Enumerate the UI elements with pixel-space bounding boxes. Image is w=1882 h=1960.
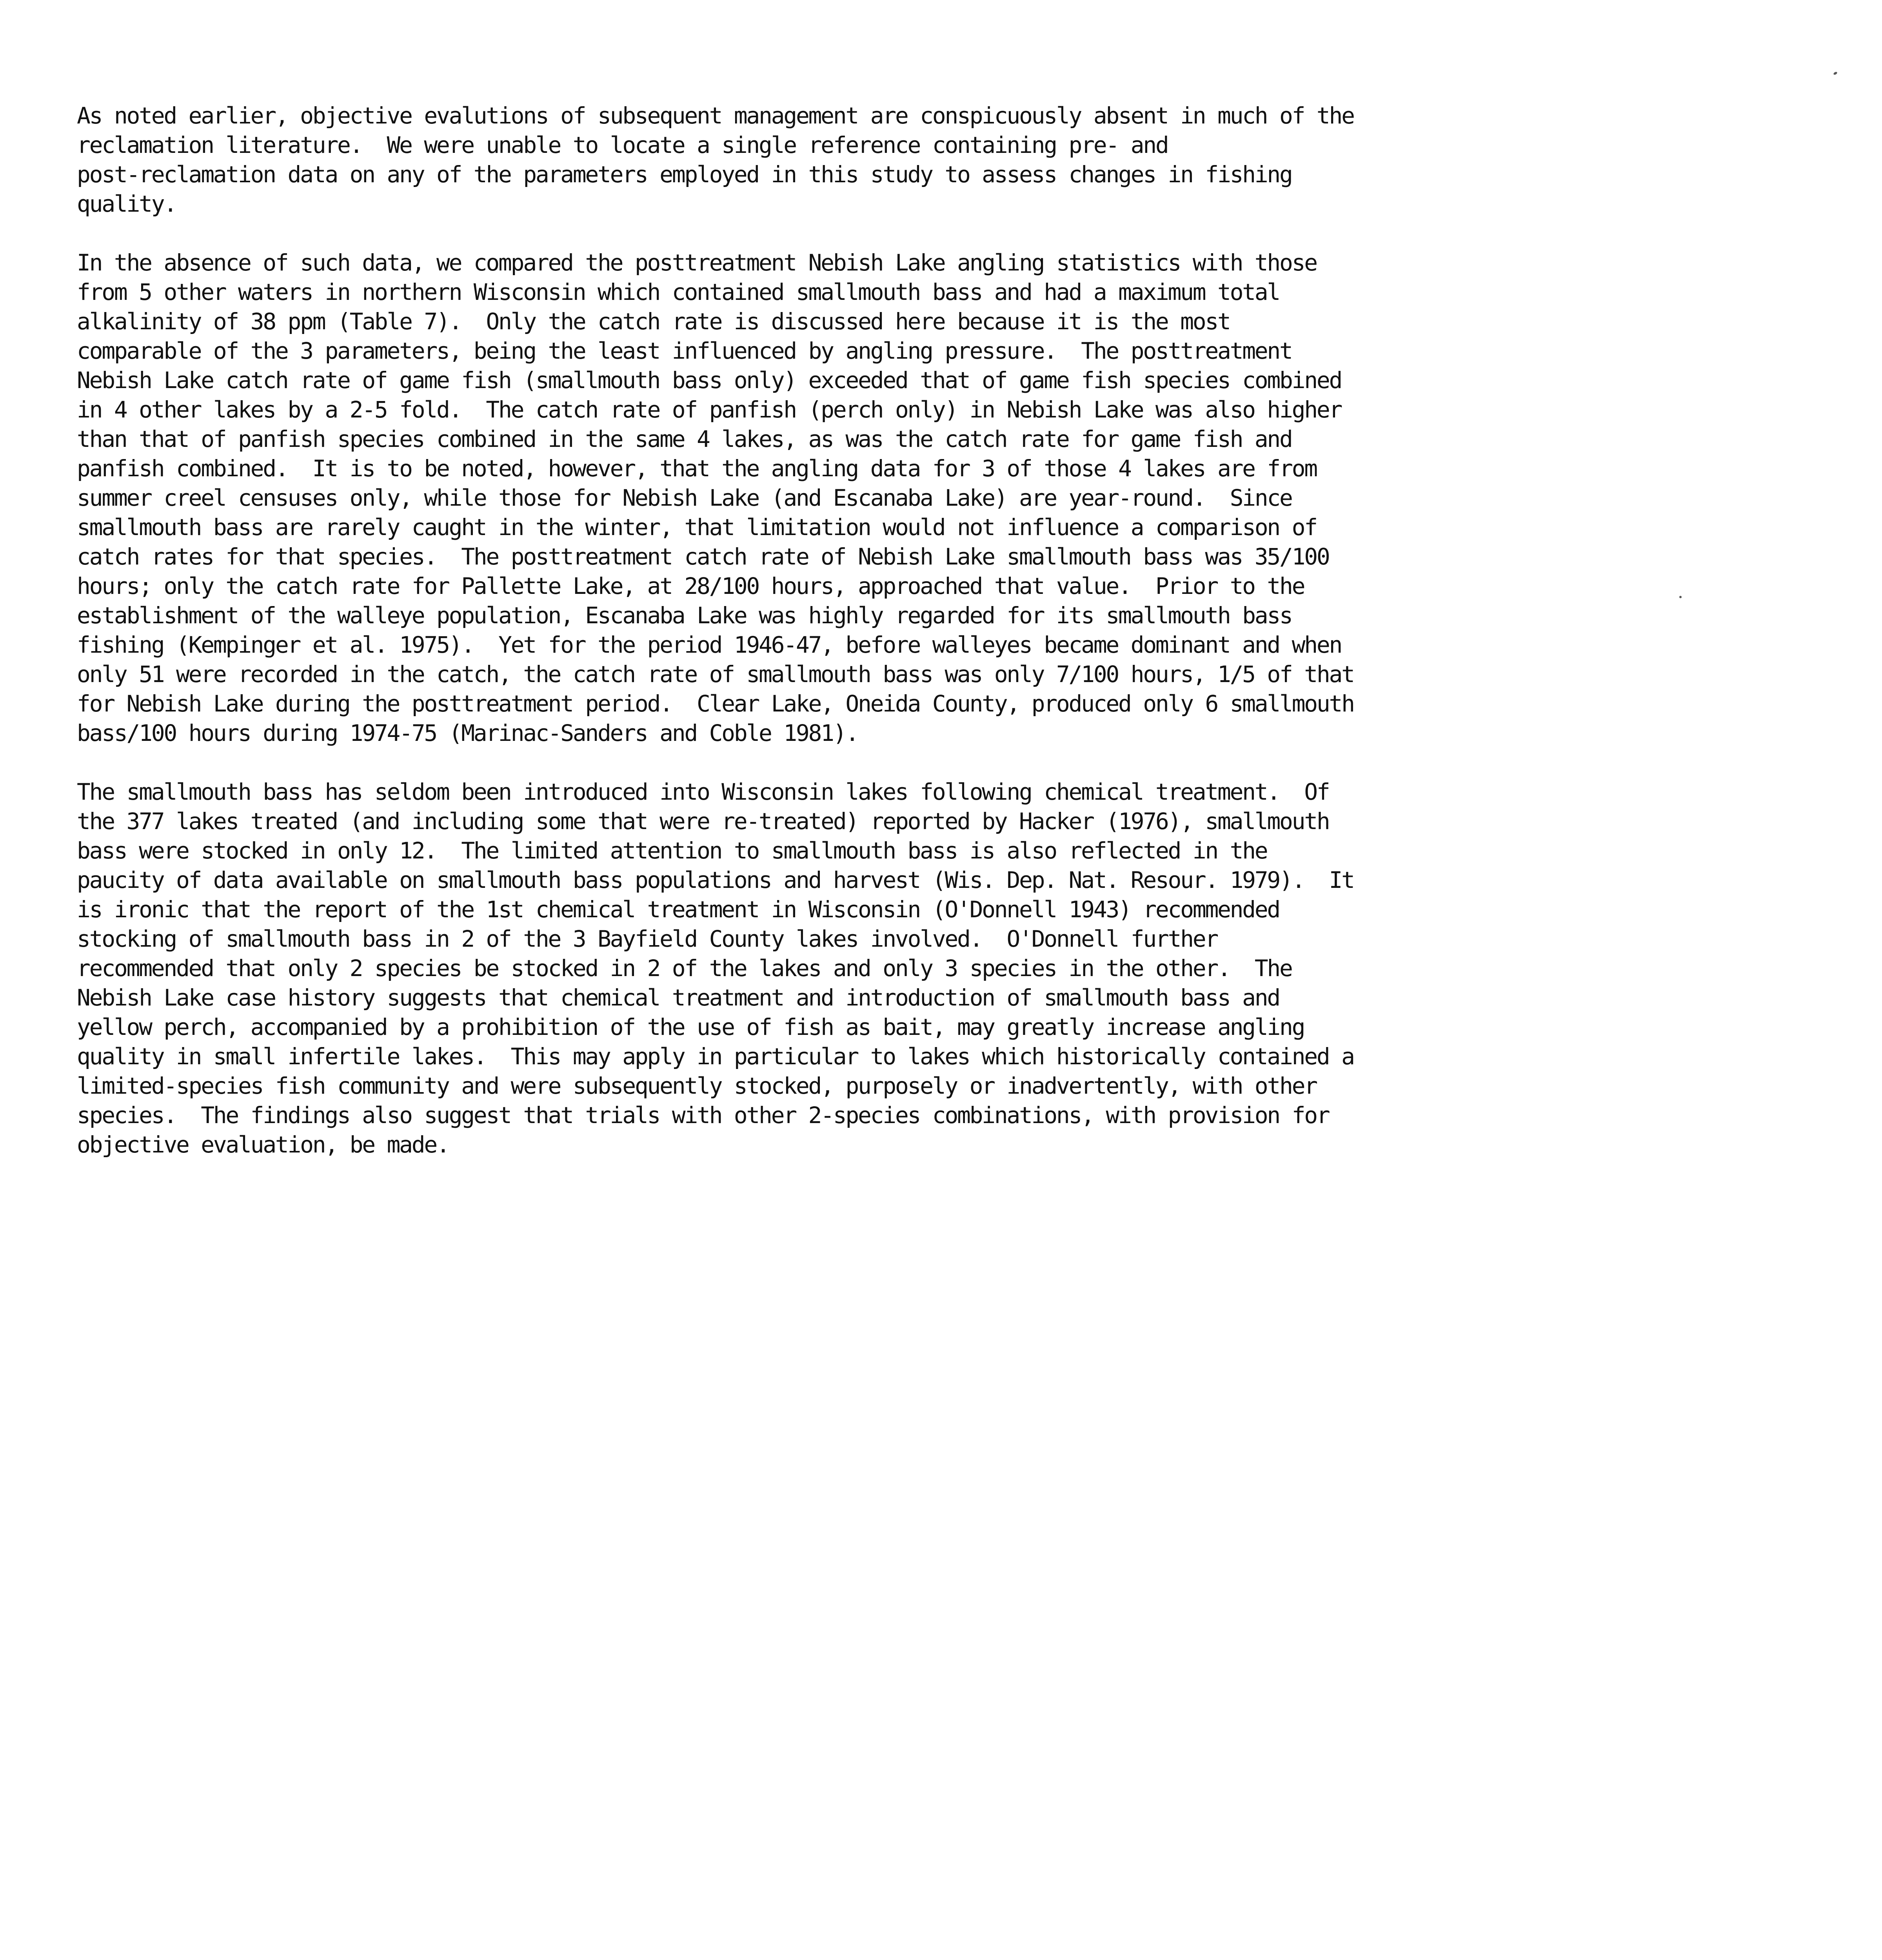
scan-speck [1679, 596, 1682, 598]
paragraph-smallmouth-bass-introduction: The smallmouth bass has seldom been introduced into Wisconsin lakes following chemical treatment. Of the 377 lakes treated (and including some that were re-treated) reported by Hacker (1976), smallmouth bass were stocked in only 12. The limited attention to smallmouth bass is also reflected in the paucity of data available on smallmouth bass populations and harvest (Wis. Dep. Nat. Resour. 1979). It is ironic that the report of the 1st chemical treatment in Wisconsin (O'Donnell 1943) recommended stocking of smallmouth bass in 2 of the 3 Bayfield County lakes involved. O'Donnell further recommended that only 2 species be stocked in 2 of the lakes and only 3 species in the other. The Nebish Lake case history suggests that chemical treatment and introduction of smallmouth bass and yellow perch, accompanied by a prohibition of the use of fish as bait, may greatly increase angling quality in small infertile lakes. This may apply in particular to lakes which historically contained a limited-species fish community and were subsequently stocked, purposely or inadvertently, with other species. The findings also suggest that trials with other 2-species combinations, with provision for objective evaluation, be made. [77, 779, 1354, 1158]
paragraph-angling-statistics-comparison: In the absence of such data, we compared the posttreatment Nebish Lake angling statistics with those from 5 other waters in northern Wisconsin which contained smallmouth bass and had a maximum total alkalinity of 38 ppm (Table 7). Only the catch rate is discussed here because it is the most comparable of the 3 parameters, being the least influenced by angling pressure. The posttreatment Nebish Lake catch rate of game fish (smallmouth bass only) exceeded that of game fish species combined in 4 other lakes by a 2-5 fold. The catch rate of panfish (perch only) in Nebish Lake was also higher than that of panfish species combined in the same 4 lakes, as was the catch rate for game fish and panfish combined. It is to be noted, however, that the angling data for 3 of those 4 lakes are from summer creel censuses only, while those for Nebish Lake (and Escanaba Lake) are year-round. Since smallmouth bass are rarely caught in the winter, that limitation would not influence a comparison of catch rates for that species. The posttreatment catch rate of Nebish Lake smallmouth bass was 35/100 hours; only the catch rate for Pallette Lake, at 28/100 hours, approached that value. Prior to the establishment of the walleye population, Escanaba Lake was highly regarded for its smallmouth bass fishing (Kempinger et al. 1975). Yet for the period 1946-47, before walleyes became dominant and when only 51 were recorded in the catch, the catch rate of smallmouth bass was only 7/100 hours, 1/5 of that for Nebish Lake during the posttreatment period. Clear Lake, Oneida County, produced only 6 smallmouth bass/100 hours during 1974-75 (Marinac-Sanders and Coble 1981). [77, 249, 1354, 746]
paragraph-reclamation-literature: As noted earlier, objective evalutions of subsequent management are conspicuously absent in much of the reclamation literature. We were unable to locate a single reference containing pre- and post-reclamation data on any of the parameters employed in this study to assess changes in fishing quality. [77, 102, 1354, 217]
scan-speck [1833, 71, 1838, 75]
body-text [77, 101, 1692, 1189]
